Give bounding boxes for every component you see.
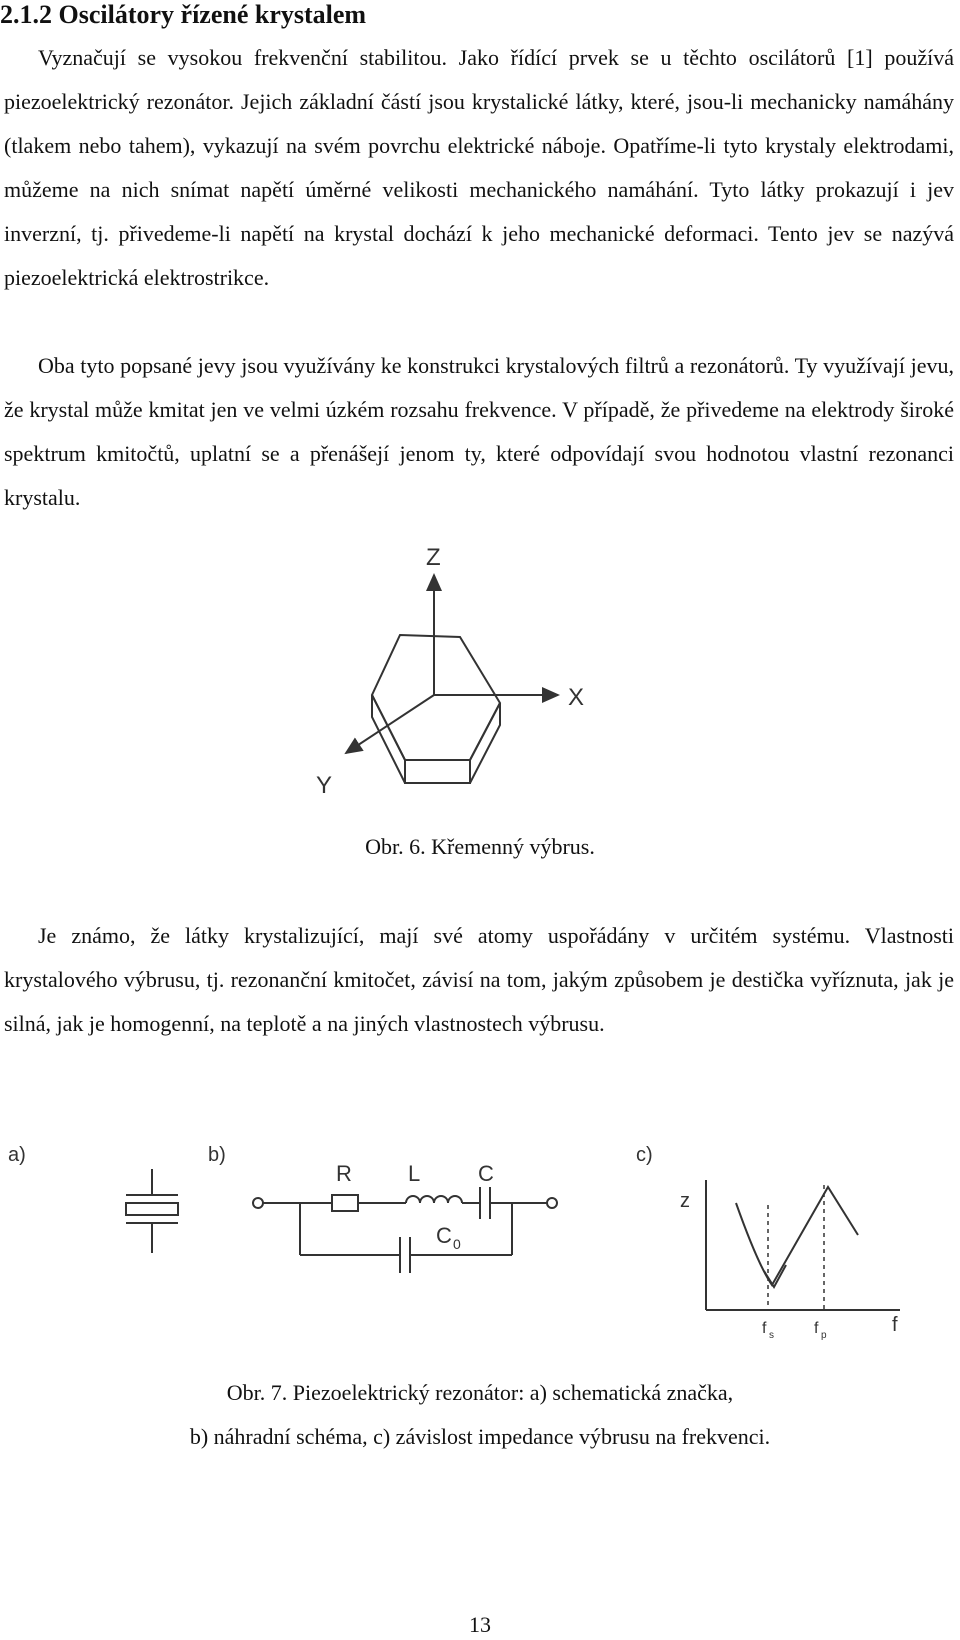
figure6-caption: Obr. 6. Křemenný výbrus. <box>365 834 595 859</box>
crystal-right-side <box>470 703 500 783</box>
resistor-label: R <box>336 1161 352 1186</box>
parallel-capacitor-subscript: 0 <box>453 1236 461 1252</box>
crystal-left-side <box>372 695 405 783</box>
fs-label: f <box>762 1320 767 1337</box>
equivalent-circuit <box>253 1187 557 1273</box>
fs-subscript: s <box>769 1330 774 1341</box>
inductor-label: L <box>408 1161 421 1186</box>
capacitor-label: C <box>478 1161 494 1186</box>
page-number: 13 <box>469 1612 491 1637</box>
paragraph-piezo-intro: Vyznačují se vysokou frekvenční stabilitou. Jako řídící prvek se u těchto oscilátorů [1] používá piezoelektrický rezonátor. Jejich základní částí jsou krystalické látky, které, jsou-li mechanicky namáhány (tlakem nebo tahem), vykazují na svém povrchu elektrické náboje. Opatříme-li tyto krystaly elektrodami, můžeme na nich snímat napětí úměrné velikosti mechanického namáhání. Tyto látky prokazují i jev inverzní, tj. přivedeme-li napětí na krystal dochází k jeho mechanické deformaci. Tento jev se nazývá piezoelektrická elektrostrikce. <box>4 45 954 290</box>
crystal-schematic-symbol <box>126 1169 178 1253</box>
crystal-bottom-face <box>405 760 470 783</box>
y-axis-arrow <box>346 695 434 753</box>
y-axis-label: Y <box>316 772 333 799</box>
paragraph-crystal-properties: Je známo, že látky krystalizující, mají své atomy uspořádány v určitém systému. Vlastnosti krystalového výbrusu, tj. rezonanční kmitočet, závisí na tom, jakým způsobem je destička vyříznuta, jak je silná, jak je homogenní, na teplotě a na jiných vlastnostech výbrusu. <box>4 923 954 1036</box>
section-heading: 2.1.2 Oscilátory řízené krystalem <box>0 0 367 29</box>
fp-subscript: p <box>821 1330 827 1341</box>
piezo-resonator-figure <box>0 1125 960 1355</box>
graph-y-label: z <box>680 1190 690 1212</box>
figure7-label-a: a) <box>8 1144 26 1166</box>
figure7-caption-line1: Obr. 7. Piezoelektrický rezonátor: a) schematická značka, <box>226 1380 734 1405</box>
quartz-crystal-figure <box>300 535 620 825</box>
x-axis-label: X <box>568 684 585 711</box>
parallel-capacitor-label: C <box>436 1223 452 1248</box>
figure7-caption-line2: b) náhradní schéma, c) závislost impedance výbrusu na frekvenci. <box>189 1424 771 1449</box>
z-axis-label: Z <box>426 544 441 571</box>
paragraph-filters: Oba tyto popsané jevy jsou využívány ke konstrukci krystalových filtrů a rezonátorů. Ty využívají jevu, že krystal může kmitat jen ve velmi úzkém rozsahu frekvence. V případě, že přivedeme na elektrody široké spektrum kmitočtů, uplatní se a přenášejí jenom ty, které odpovídají svou hodnotou vlastní rezonanci krystalu. <box>4 353 954 510</box>
figure7-label-c: c) <box>636 1144 653 1166</box>
fp-label: f <box>814 1320 819 1337</box>
figure7-label-b: b) <box>208 1144 226 1166</box>
impedance-graph <box>706 1180 900 1310</box>
graph-x-label: f <box>892 1314 898 1336</box>
